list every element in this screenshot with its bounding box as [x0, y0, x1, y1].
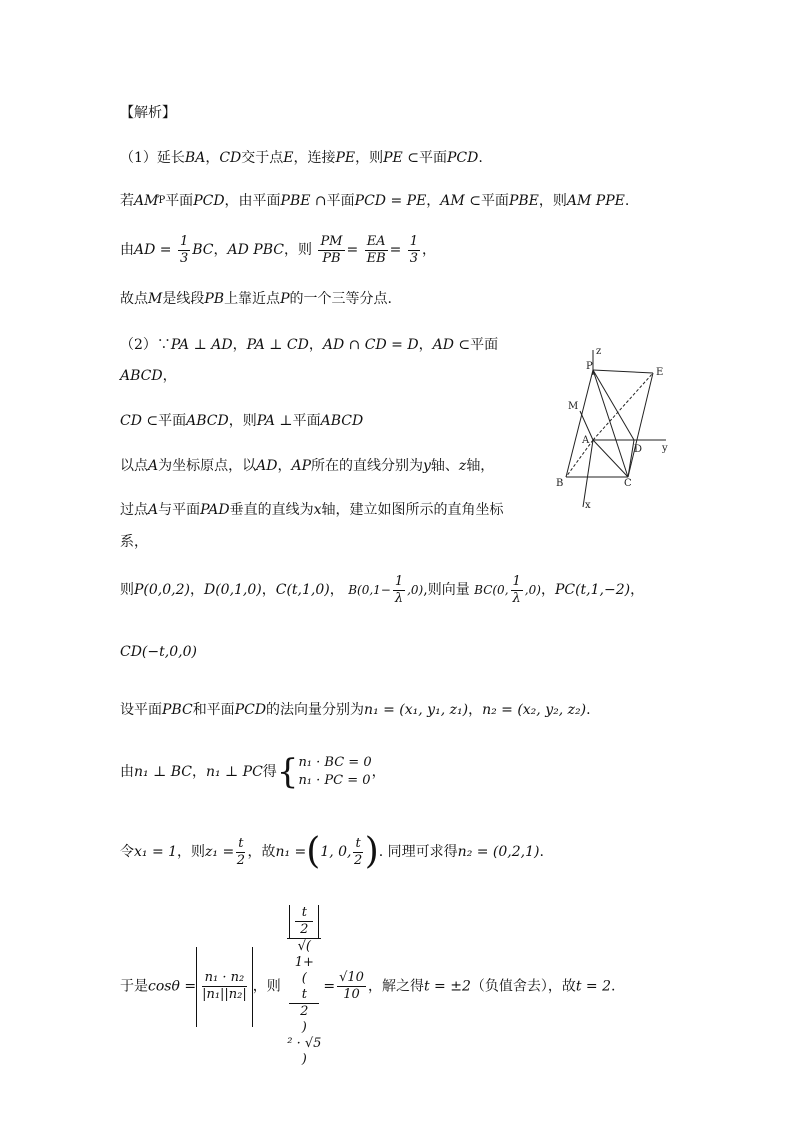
math: PAD	[200, 502, 230, 518]
numerator: 1	[394, 574, 404, 589]
math: PE ⊂	[383, 150, 419, 166]
para-11	[120, 572, 644, 608]
para-12	[120, 642, 197, 662]
math: CD(−t,0,0)	[120, 644, 197, 660]
math: PBE	[508, 193, 539, 209]
text: 平面	[480, 193, 509, 209]
text: 过点	[120, 502, 148, 518]
numerator: PM	[320, 233, 343, 249]
math: PCD = PE	[354, 193, 427, 209]
big-fraction	[287, 905, 321, 1068]
edge-pc	[593, 370, 628, 477]
text: ，则	[355, 150, 384, 166]
text: ，	[630, 582, 645, 598]
math: AM ⊂	[440, 193, 481, 209]
para-3	[120, 232, 436, 268]
text: 平面	[470, 337, 499, 353]
section-heading	[120, 103, 176, 123]
math: PCD	[234, 702, 267, 718]
equation-system	[298, 754, 371, 790]
denominator: |n₁||n₂|	[202, 987, 247, 1002]
text: ，解之得	[367, 978, 424, 995]
text: （1）延长	[120, 150, 185, 166]
text: 轴，	[466, 458, 495, 474]
text: =	[346, 242, 359, 258]
abs-value	[289, 905, 319, 938]
text: 平面	[165, 193, 194, 209]
math: ABCD	[120, 368, 163, 384]
parallel-symbol: Ƥ	[158, 195, 166, 206]
edge-ae	[593, 373, 653, 440]
fraction	[511, 574, 523, 607]
fraction	[337, 970, 366, 1003]
label-p: P	[586, 361, 593, 372]
text: ² · √5	[287, 1036, 322, 1051]
text: .	[539, 844, 544, 860]
text: ，	[205, 150, 220, 166]
text: ，	[468, 702, 483, 718]
equation: n₁ · PC = 0	[298, 773, 371, 788]
math: n₁ = (x₁, y₁, z₁)	[364, 702, 469, 718]
numerator: 1	[179, 233, 189, 249]
fraction	[236, 836, 245, 869]
denominator: λ	[512, 591, 521, 606]
text: .	[624, 193, 630, 209]
text: ，则	[538, 193, 567, 209]
numerator: t	[295, 905, 313, 922]
math: ABCD	[186, 413, 229, 429]
text: ，	[261, 582, 276, 598]
fraction	[295, 905, 313, 938]
text: 以点	[120, 458, 148, 474]
text: 与平面	[158, 502, 201, 518]
math: z₁ =	[205, 844, 235, 860]
math: C(t,1,0)	[275, 582, 330, 598]
text: 的法向量分别为	[266, 702, 365, 718]
text: 为坐标原点，以	[158, 458, 257, 474]
math: BC	[192, 242, 214, 258]
denominator: EB	[366, 250, 386, 266]
text: 轴、	[430, 458, 459, 474]
para-1	[120, 148, 483, 168]
math: PA ⊥ CD	[246, 337, 309, 353]
x-axis	[583, 440, 593, 507]
text: ，	[540, 582, 555, 598]
label-m: M	[568, 401, 579, 412]
math: ABCD	[320, 413, 364, 429]
text: 于是	[120, 978, 148, 995]
text: ，	[191, 764, 206, 780]
point-b	[348, 574, 424, 606]
vector-bc	[474, 574, 541, 606]
math: CD	[219, 150, 242, 166]
para-14	[120, 752, 386, 792]
math: x₁ = 1	[134, 844, 178, 860]
math: P	[280, 291, 290, 307]
math: AD =	[134, 242, 172, 258]
fraction	[408, 234, 420, 267]
math: AD PBC	[227, 242, 284, 258]
text: ，	[371, 764, 386, 780]
numerator: 1	[409, 233, 419, 249]
text: ，	[426, 193, 441, 209]
text: ，则	[228, 413, 257, 429]
math: ,0)	[524, 583, 541, 597]
label-x: x	[585, 500, 591, 511]
math: x	[313, 502, 322, 518]
fraction	[393, 574, 405, 607]
denominator: 2	[300, 1004, 309, 1019]
para-6	[120, 366, 177, 386]
text: 平面	[292, 413, 321, 429]
para-9	[120, 500, 504, 520]
text: 得	[262, 764, 277, 780]
text: ，	[308, 337, 323, 353]
text: .	[611, 978, 616, 995]
math: y	[423, 458, 431, 474]
math: PCD	[446, 150, 479, 166]
edge-ec	[628, 373, 653, 477]
math: D(0,1,0)	[203, 582, 262, 598]
math: AD ∩ CD = D	[322, 337, 419, 353]
math: PA ⊥ AD	[170, 337, 233, 353]
text: ，由平面	[224, 193, 281, 209]
math: ,0)	[407, 583, 424, 597]
para-8	[120, 456, 494, 476]
para-16	[120, 905, 615, 1068]
denominator: 3	[409, 250, 419, 266]
math: PC(t,1,−2)	[554, 582, 631, 598]
para-4	[120, 289, 392, 309]
text: 交于点	[241, 150, 284, 166]
para-7	[120, 411, 363, 431]
edge-pe	[593, 370, 653, 373]
label-a: A	[582, 435, 590, 446]
text: ，	[162, 368, 177, 384]
edge-ac	[593, 440, 628, 477]
text: 平面	[326, 193, 355, 209]
label-b: B	[556, 478, 564, 489]
math: AM PPE	[566, 193, 625, 209]
fraction	[365, 234, 388, 267]
denominator: 2	[353, 852, 363, 868]
text: 1+	[294, 955, 314, 970]
math: AD	[256, 458, 278, 474]
math: E	[283, 150, 294, 166]
math: PBC	[162, 702, 193, 718]
para-15	[120, 832, 544, 872]
numerator: √10	[339, 970, 364, 985]
math: 1, 0,	[320, 844, 352, 860]
denominator: 10	[343, 987, 360, 1002]
text: 若	[120, 193, 134, 209]
math: PB	[204, 291, 225, 307]
text: 由	[120, 242, 134, 258]
para-10	[120, 532, 148, 552]
fraction	[353, 836, 362, 869]
math: AM	[134, 193, 159, 209]
text: 和平面	[192, 702, 235, 718]
math: t = 2	[575, 978, 612, 995]
math: t = ±2	[423, 978, 471, 995]
numerator: n₁ · n₂	[202, 970, 247, 987]
text: ，	[189, 582, 204, 598]
para-13	[120, 700, 591, 720]
text: 上靠近点	[224, 291, 281, 307]
edge-pb	[566, 370, 593, 477]
text: ，则	[252, 978, 281, 995]
text: ,则向量	[423, 582, 470, 598]
fraction	[178, 234, 190, 267]
text: ，	[418, 337, 433, 353]
math: PE	[335, 150, 356, 166]
left-paren: (	[306, 831, 321, 872]
denominator: PB	[322, 250, 341, 266]
text: 系，	[120, 534, 148, 550]
text: .	[478, 150, 483, 166]
text: .	[586, 702, 591, 718]
text: 轴，建立如图所示的直角坐标	[321, 502, 504, 518]
text: （2）∵	[120, 337, 171, 353]
geometry-figure	[548, 345, 678, 515]
text: ，则	[283, 242, 312, 258]
math: B(0,1−	[348, 583, 391, 597]
fraction	[202, 970, 247, 1003]
equation: n₁ · BC = 0	[298, 755, 372, 770]
text: =	[323, 978, 336, 995]
numerator: t	[238, 835, 244, 851]
abs-value	[196, 947, 253, 1027]
text: ，	[232, 337, 247, 353]
math: A	[148, 502, 159, 518]
label-y: y	[662, 443, 668, 454]
numerator	[287, 905, 321, 939]
math: A	[148, 458, 159, 474]
text: =	[389, 242, 402, 258]
math: P(0,0,2)	[134, 582, 190, 598]
denominator: 2	[300, 922, 309, 937]
text: （负值舍去），故	[470, 978, 576, 995]
math: BA	[184, 150, 206, 166]
fraction	[318, 234, 344, 267]
text: ，	[422, 242, 437, 258]
denominator: 3	[179, 250, 189, 266]
math: n₂ = (0,2,1)	[457, 844, 540, 860]
text: 故点	[120, 291, 148, 307]
math: n₁ ⊥ PC	[205, 764, 263, 780]
numerator: t	[355, 835, 361, 851]
text: ，连接	[293, 150, 336, 166]
math: PCD	[193, 193, 225, 209]
text: 所在的直线分别为	[311, 458, 423, 474]
math: n₁ ⊥ BC	[134, 764, 192, 780]
numerator: EA	[366, 233, 386, 249]
text: ，	[277, 458, 292, 474]
text: 令	[120, 844, 134, 860]
math: cosθ =	[148, 978, 197, 995]
text: ，	[213, 242, 228, 258]
math: PBE ∩	[280, 193, 327, 209]
edge-pd	[593, 370, 634, 440]
text: 平面	[418, 150, 447, 166]
fraction	[289, 987, 319, 1020]
text: 平面	[158, 413, 187, 429]
left-brace: {	[276, 752, 299, 792]
right-paren: )	[364, 831, 379, 872]
para-2	[120, 191, 629, 211]
text: 设平面	[120, 702, 162, 718]
math: BC(0,	[474, 583, 509, 597]
numerator: 1	[512, 574, 521, 589]
text: 的一个三等分点.	[289, 291, 392, 307]
denominator: λ	[394, 591, 404, 606]
text: ，则	[177, 844, 206, 860]
math: CD ⊂	[120, 413, 159, 429]
denominator: √( 1+ ( t 2 ) ² · √5 )	[287, 939, 322, 1067]
numerator: t	[289, 987, 319, 1004]
text: ，	[329, 582, 344, 598]
text: 垂直的直线为	[229, 502, 314, 518]
label-c: C	[624, 478, 632, 489]
text: 是线段	[162, 291, 205, 307]
heading-text: 【解析】	[120, 105, 176, 121]
math: PA ⊥	[256, 413, 293, 429]
math: AD ⊂	[432, 337, 471, 353]
label-e: E	[656, 367, 664, 378]
math: z	[458, 458, 467, 474]
math: n₂ = (x₂, y₂, z₂)	[482, 702, 587, 718]
text: . 同理可求得	[378, 844, 458, 860]
para-5	[120, 335, 498, 355]
math: n₁ =	[275, 844, 307, 860]
math: M	[148, 291, 163, 307]
label-z: z	[596, 346, 602, 357]
text: 由	[120, 764, 134, 780]
text: ，故	[247, 844, 276, 860]
math: AP	[291, 458, 311, 474]
text: 则	[120, 582, 134, 598]
label-d: D	[634, 444, 643, 455]
denominator: 2	[236, 852, 245, 868]
